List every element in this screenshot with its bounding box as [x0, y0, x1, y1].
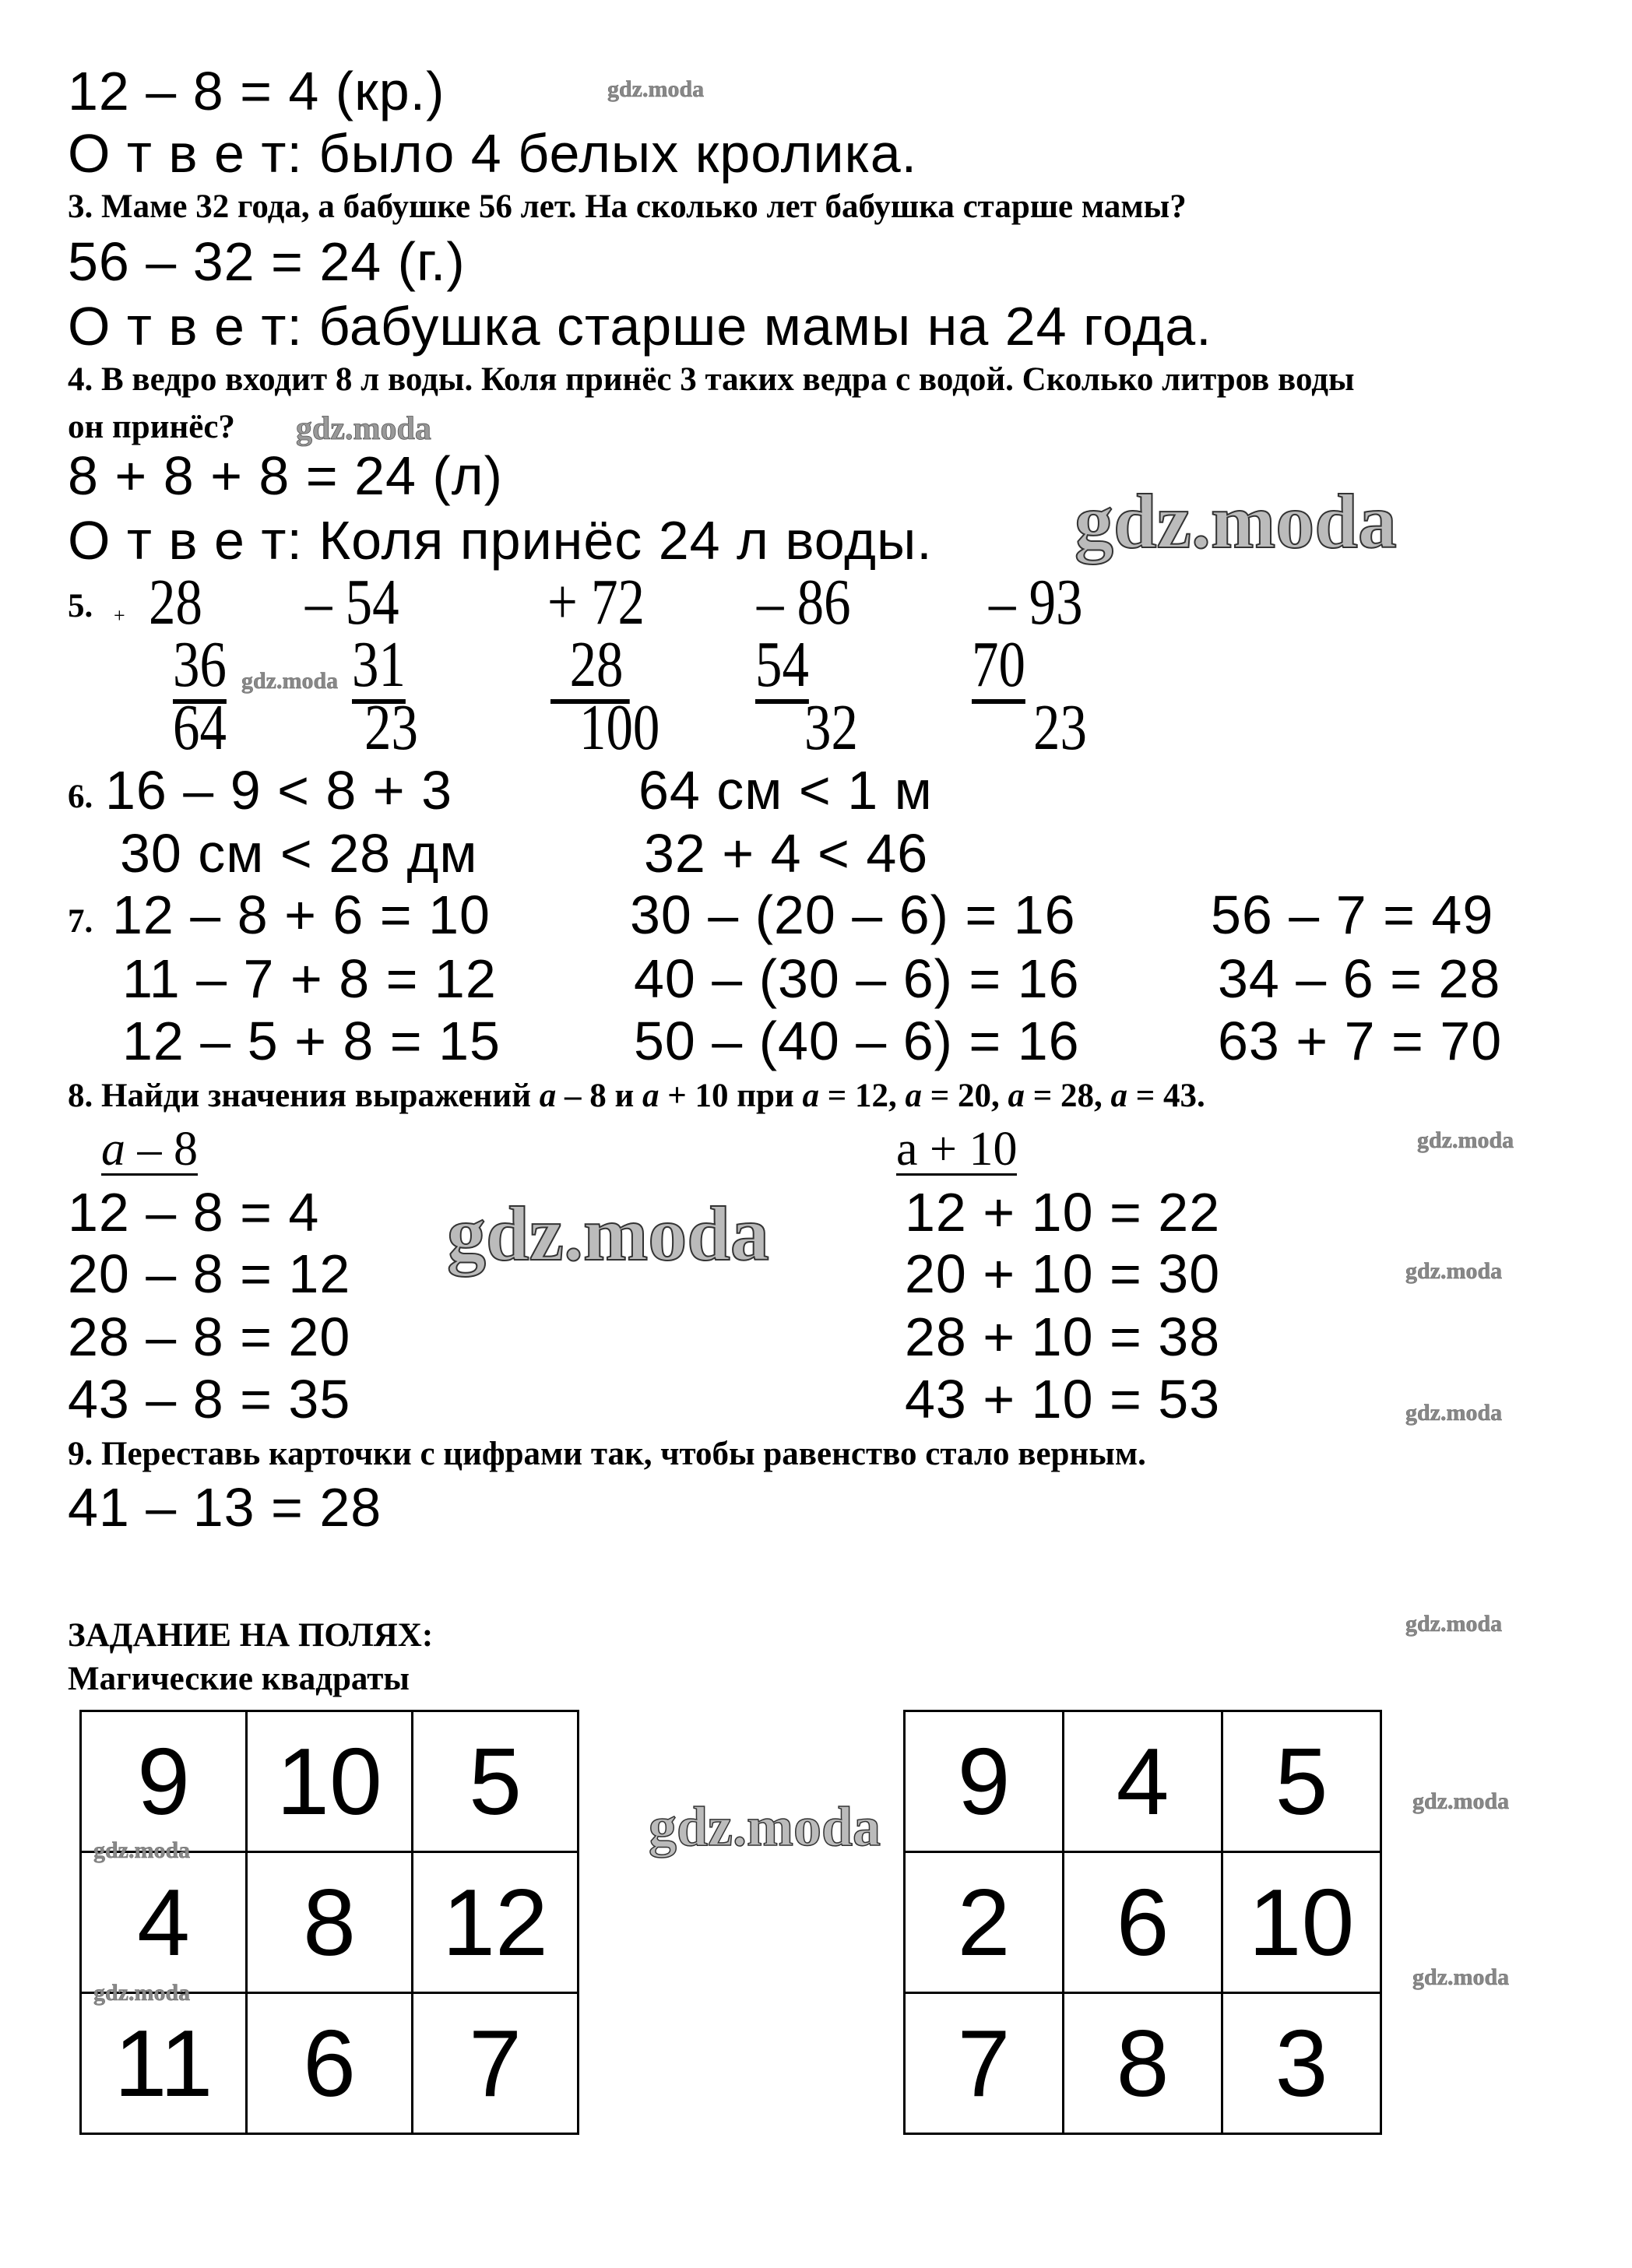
- q-var: а: [802, 1078, 819, 1114]
- watermark: gdz.moda: [241, 668, 339, 694]
- margin-task-subtitle: Магические квадраты: [68, 1661, 410, 1697]
- cell: 9: [905, 1711, 1064, 1852]
- magic-square-right: [903, 1710, 1382, 2135]
- task5-second-4: 54: [755, 632, 809, 704]
- task5-top-3: + 72: [547, 566, 645, 638]
- task8-question: [68, 1079, 1205, 1113]
- cell: 6: [247, 1993, 413, 2134]
- cell: 5: [1222, 1711, 1381, 1852]
- watermark: gdz.moda: [296, 411, 431, 447]
- task8-right-row: 20 + 10 = 30: [905, 1243, 1221, 1304]
- watermark: gdz.moda: [447, 1190, 769, 1277]
- task5-second-3: 28: [550, 632, 630, 704]
- margin-task-title: ЗАДАНИЕ НА ПОЛЯХ:: [68, 1617, 434, 1654]
- task5-second-5: 70: [972, 632, 1025, 704]
- task4-expression: 8 + 8 + 8 = 24 (л): [68, 445, 503, 506]
- task4-question-line1: 4. В ведро входит 8 л воды. Коля принёс 3 таких ведра с водой. Сколько литров воды: [68, 361, 1355, 398]
- q-var: а: [1110, 1078, 1128, 1114]
- task3-expression: 56 – 32 = 24 (г.): [68, 231, 466, 292]
- task7-item: 30 – (20 – 6) = 16: [630, 884, 1076, 945]
- task8-right-row: 12 + 10 = 22: [905, 1182, 1221, 1243]
- q-text: = 28,: [1032, 1078, 1111, 1114]
- task5-plus-sign: +: [114, 604, 125, 627]
- task7-item: 50 – (40 – 6) = 16: [634, 1011, 1080, 1071]
- watermark: gdz.moda: [1417, 1127, 1514, 1153]
- cell: 3: [1222, 1993, 1381, 2134]
- task4-answer: О т в е т: Коля принёс 24 л воды.: [68, 510, 933, 571]
- task5-top-1: 28: [149, 566, 202, 638]
- cell: 8: [1064, 1993, 1222, 2134]
- cell: 4: [81, 1852, 247, 1993]
- task6-item: 32 + 4 < 46: [644, 823, 929, 884]
- cell: 8: [247, 1852, 413, 1993]
- magic-square-left: [79, 1710, 579, 2135]
- cell: 10: [1222, 1852, 1381, 1993]
- watermark: gdz.moda: [1405, 1258, 1503, 1284]
- task8-left-row: 12 – 8 = 4: [68, 1182, 320, 1243]
- task7-label: 7.: [68, 903, 93, 940]
- task7-item: 40 – (30 – 6) = 16: [634, 948, 1080, 1009]
- task8-right-row: 43 + 10 = 53: [905, 1369, 1221, 1429]
- task5-result-1: 64: [173, 691, 227, 764]
- cell: 12: [413, 1852, 579, 1993]
- task8-header-left: [101, 1125, 198, 1176]
- task5-result-4: 32: [804, 691, 858, 764]
- task7-item: 56 – 7 = 49: [1211, 884, 1494, 945]
- header-text: – 8: [125, 1123, 198, 1176]
- watermark: gdz.moda: [1075, 478, 1397, 564]
- watermark: gdz.moda: [1412, 1964, 1510, 1990]
- cell: 7: [905, 1993, 1064, 2134]
- q-var: а: [905, 1078, 922, 1114]
- watermark: gdz.moda: [1412, 1788, 1510, 1814]
- task6-item: 64 см < 1 м: [638, 760, 933, 821]
- cell: 9: [81, 1711, 247, 1852]
- q-var: а: [642, 1078, 659, 1114]
- watermark: gdz.moda: [649, 1795, 881, 1858]
- task5-result-5: 23: [1033, 691, 1087, 764]
- task2-expression: 12 – 8 = 4 (кр.): [68, 61, 445, 121]
- watermark: gdz.moda: [1405, 1400, 1503, 1426]
- cell: 2: [905, 1852, 1064, 1993]
- task7-item: 12 – 5 + 8 = 15: [122, 1011, 501, 1071]
- cell: 6: [1064, 1852, 1222, 1993]
- task3-answer: О т в е т: бабушка старше мамы на 24 года.: [68, 296, 1212, 357]
- q-var: а: [539, 1078, 557, 1114]
- task5-second-1: 36: [173, 632, 227, 704]
- task8-header-right: a + 10: [896, 1123, 1018, 1176]
- task9-question: 9. Переставь карточки с цифрами так, чтобы равенство стало верным.: [68, 1436, 1146, 1472]
- watermark: gdz.moda: [1405, 1611, 1503, 1637]
- q-text: = 43.: [1135, 1078, 1205, 1114]
- header-var: а: [101, 1123, 125, 1176]
- cell: 4: [1064, 1711, 1222, 1852]
- q-text: = 20,: [930, 1078, 1008, 1114]
- task6-item: 16 – 9 < 8 + 3: [105, 760, 453, 821]
- task6-label: 6.: [68, 779, 93, 815]
- task5-top-4: – 86: [757, 566, 851, 638]
- q-text: = 12,: [827, 1078, 906, 1114]
- task2-answer: О т в е т: было 4 белых кролика.: [68, 123, 918, 184]
- task9-expression: 41 – 13 = 28: [68, 1477, 382, 1538]
- task5-second-2: 31: [352, 632, 406, 704]
- q-text: – 8 и: [556, 1078, 642, 1114]
- task8-right-row: 28 + 10 = 38: [905, 1306, 1221, 1367]
- q-text: + 10 при: [659, 1078, 803, 1114]
- task5-top-5: – 93: [989, 566, 1083, 638]
- watermark: gdz.moda: [607, 76, 705, 102]
- task4-question-line2: он принёс?: [68, 409, 235, 445]
- task6-item: 30 см < 28 дм: [120, 823, 478, 884]
- q-text: 8. Найди значения выражений: [68, 1078, 540, 1114]
- task5-result-3: 100: [579, 691, 660, 764]
- cell: 10: [247, 1711, 413, 1852]
- task5-result-2: 23: [364, 691, 418, 764]
- task8-left-row: 20 – 8 = 12: [68, 1243, 351, 1304]
- task7-item: 63 + 7 = 70: [1218, 1011, 1503, 1071]
- task5-label: 5.: [68, 588, 93, 624]
- watermark: gdz.moda: [93, 1837, 191, 1863]
- task8-left-row: 28 – 8 = 20: [68, 1306, 351, 1367]
- watermark: gdz.moda: [93, 1980, 191, 2006]
- q-var: а: [1008, 1078, 1025, 1114]
- task7-item: 34 – 6 = 28: [1218, 948, 1501, 1009]
- task7-item: 12 – 8 + 6 = 10: [112, 884, 491, 945]
- task3-question: 3. Маме 32 года, а бабушке 56 лет. На сколько лет бабушка старше мамы?: [68, 188, 1187, 225]
- task7-item: 11 – 7 + 8 = 12: [122, 948, 497, 1009]
- cell: 7: [413, 1993, 579, 2134]
- task5-top-2: – 54: [305, 566, 399, 638]
- cell: 11: [81, 1993, 247, 2134]
- task8-left-row: 43 – 8 = 35: [68, 1369, 351, 1429]
- cell: 5: [413, 1711, 579, 1852]
